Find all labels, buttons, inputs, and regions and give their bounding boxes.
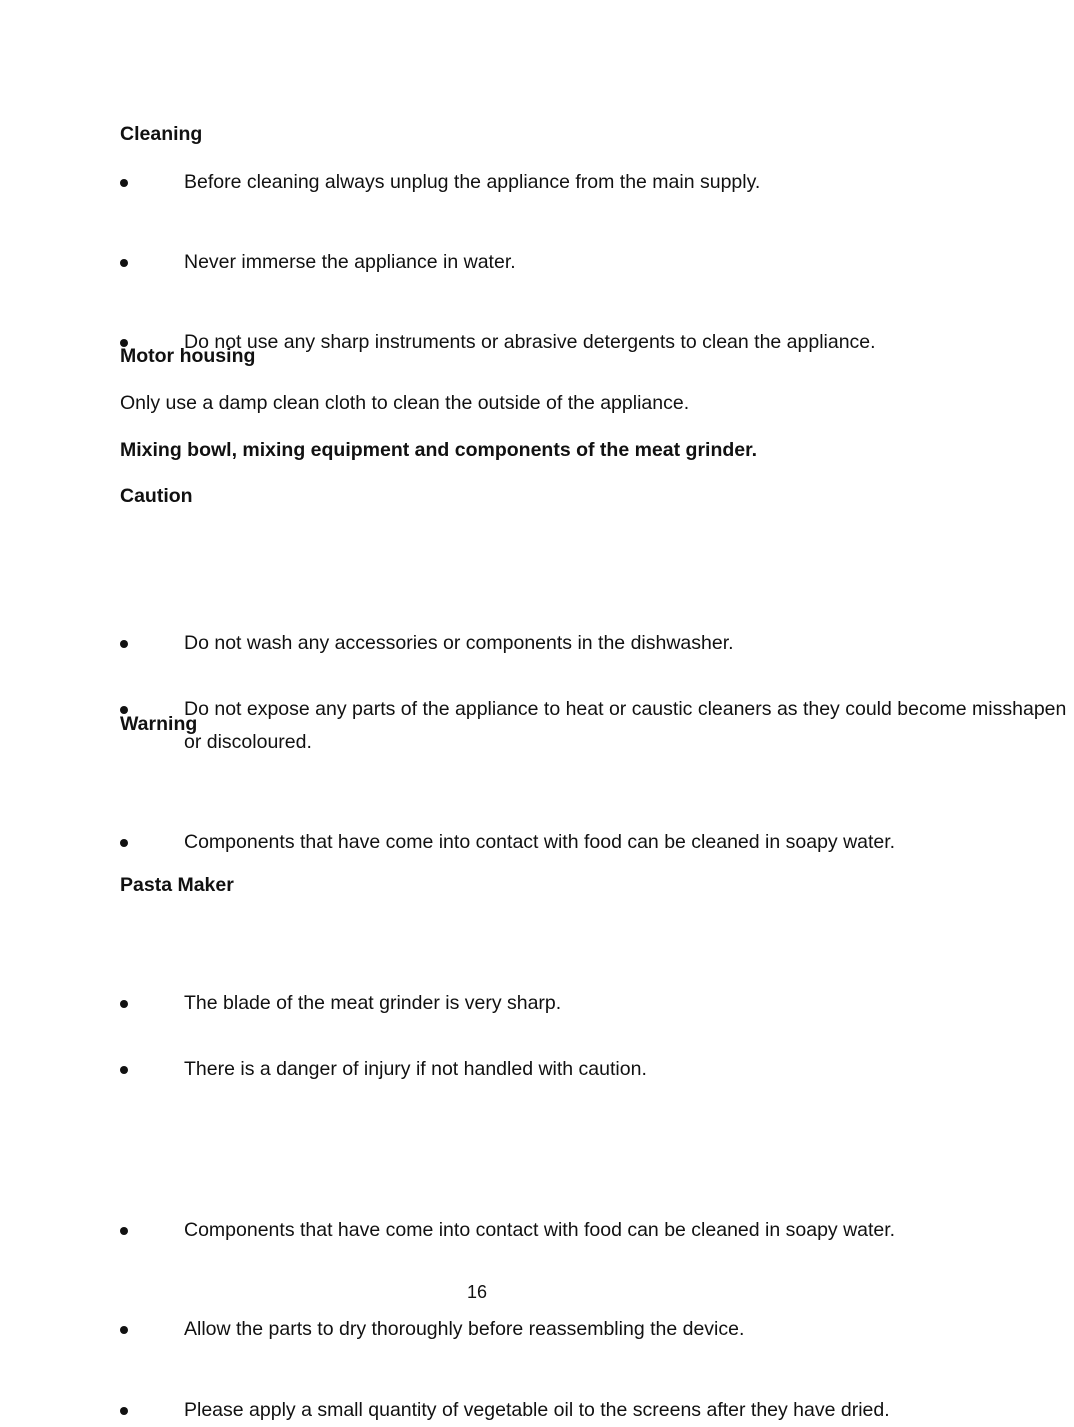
list-item-text: Please apply a small quantity of vegetable oil to the screens after they have dried. xyxy=(184,1399,890,1421)
motor-housing-text: Only use a damp clean cloth to clean the outside of the appliance. xyxy=(120,392,690,414)
list-item-text: Do not expose any parts of the appliance to heat or caustic cleaners as they could become misshapen or discoloured. xyxy=(184,698,1067,753)
list-item xyxy=(120,627,1074,660)
bullet-icon xyxy=(120,1000,128,1008)
list-item-text: Components that have come into contact with food can be cleaned in soapy water. xyxy=(184,831,896,853)
list-item-text: Before cleaning always unplug the appliance from the main supply. xyxy=(184,171,761,193)
heading-caution: Caution xyxy=(120,485,193,507)
list-item xyxy=(120,826,1074,859)
list-item xyxy=(120,1214,1074,1247)
bullet-icon xyxy=(120,839,128,847)
heading-pasta-maker: Pasta Maker xyxy=(120,874,234,896)
list-item-text: Do not wash any accessories or components in the dishwasher. xyxy=(184,632,734,654)
bullet-icon xyxy=(120,1066,128,1074)
page-number: 16 xyxy=(466,1282,488,1302)
list-item xyxy=(120,1053,1074,1086)
list-item-text: Do not use any sharp instruments or abrasive detergents to clean the appliance. xyxy=(184,331,876,353)
bullet-icon xyxy=(120,1227,128,1235)
heading-warning: Warning xyxy=(120,713,198,735)
list-item xyxy=(120,166,1074,199)
bullet-icon xyxy=(120,179,128,187)
bullet-icon xyxy=(120,1407,128,1415)
list-item xyxy=(120,987,1074,1020)
bullet-icon xyxy=(120,259,128,267)
list-item-text: Allow the parts to dry thoroughly before reassembling the device. xyxy=(184,1318,745,1340)
list-item xyxy=(120,246,1074,279)
list-item-text: Components that have come into contact with food can be cleaned in soapy water. xyxy=(184,1219,896,1241)
list-item-text: There is a danger of injury if not handled with caution. xyxy=(184,1058,647,1080)
heading-mixing-bowl: Mixing bowl, mixing equipment and components of the meat grinder. xyxy=(120,439,758,461)
bullet-icon xyxy=(120,1326,128,1334)
list-item xyxy=(120,1394,1074,1427)
list-item-text: The blade of the meat grinder is very sharp. xyxy=(184,992,562,1014)
list-item xyxy=(120,1313,1074,1346)
heading-cleaning: Cleaning xyxy=(120,123,203,145)
heading-motor-housing: Motor housing xyxy=(120,345,256,367)
bullet-icon xyxy=(120,640,128,648)
list-item-text: Never immerse the appliance in water. xyxy=(184,251,516,273)
